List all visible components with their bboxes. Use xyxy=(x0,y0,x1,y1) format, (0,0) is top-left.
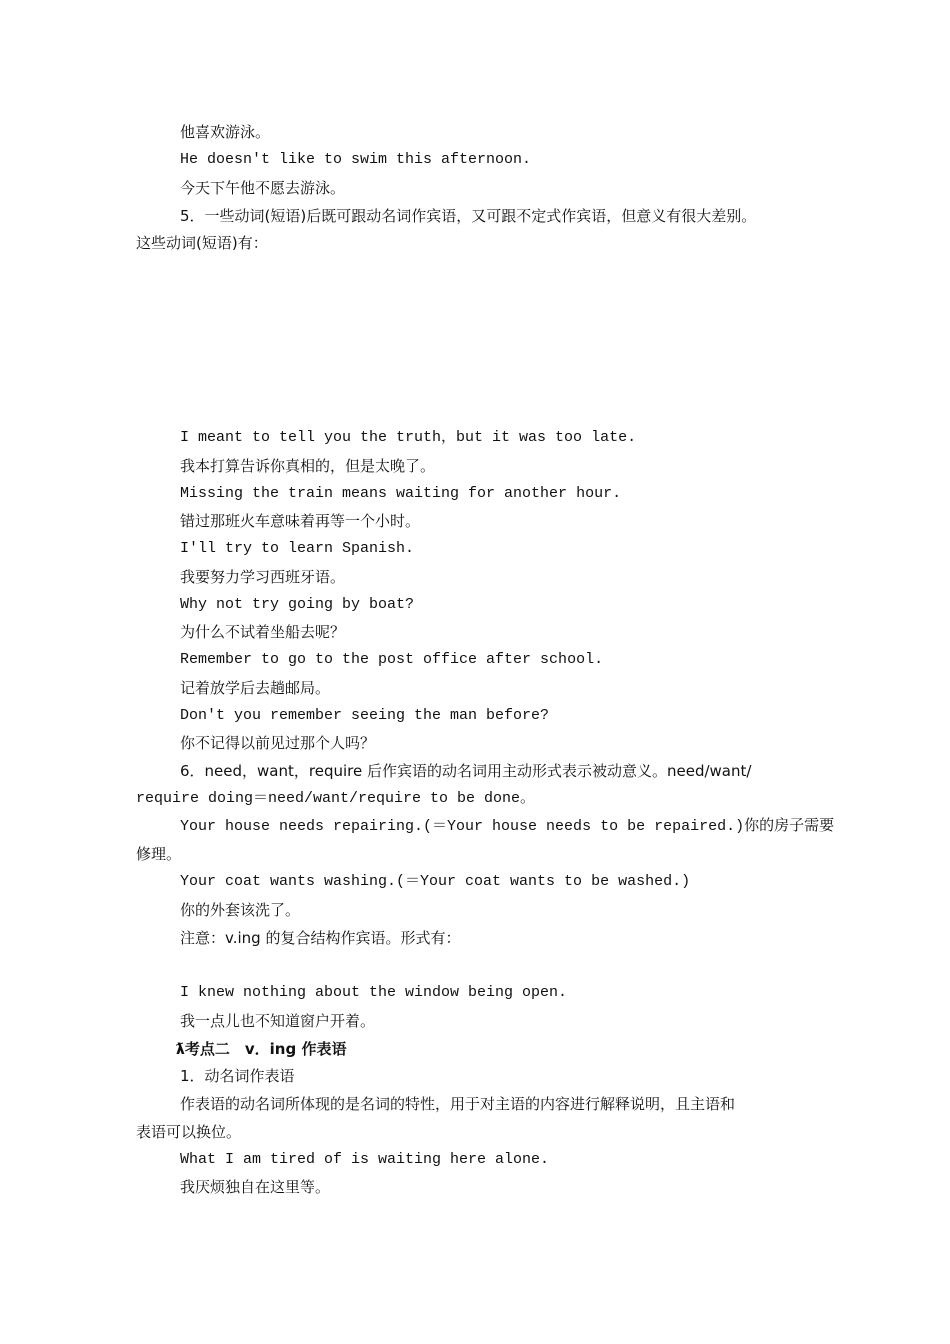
text-line: Don't you remember seeing the man before? xyxy=(180,707,550,724)
text-line: 5．一些动词(短语)后既可跟动名词作宾语，又可跟不定式作宾语，但意义有很大差别。 xyxy=(180,207,757,225)
text-line: 错过那班火车意味着再等一个小时。 xyxy=(180,512,421,530)
text-line: 我厌烦独自在这里等。 xyxy=(180,1178,331,1196)
text-line: 我一点儿也不知道窗户开着。 xyxy=(180,1012,376,1030)
text-line: 这些动词(短语)有： xyxy=(136,234,268,252)
text-line: I'll try to learn Spanish. xyxy=(180,540,415,557)
text-line: 1．动名词作表语 xyxy=(180,1067,295,1085)
section-marker-icon: ƛ xyxy=(176,1040,185,1058)
text-line: Your coat wants washing.(＝Your coat wants to be washed.) xyxy=(180,873,691,890)
text-line: 表语可以换位。 xyxy=(136,1123,242,1141)
text-line: 我本打算告诉你真相的，但是太晚了。 xyxy=(180,457,436,475)
text-line: I knew nothing about the window being open. xyxy=(180,984,568,1001)
text-line: Why not try going by boat? xyxy=(180,596,415,613)
text-line: Your house needs repairing.(＝Your house needs to be repaired.)你的房子需要 xyxy=(180,818,835,835)
text-line: 今天下午他不愿去游泳。 xyxy=(180,179,346,197)
text-line: 记着放学后去趟邮局。 xyxy=(180,679,331,697)
text-line: 修理。 xyxy=(136,845,182,863)
text-line: 6．need，want，require 后作宾语的动名词用主动形式表示被动意义。need/want/ xyxy=(180,762,752,780)
text-line: He doesn't like to swim this afternoon. xyxy=(180,151,532,168)
section-heading-text: 考点二 v．ing 作表语 xyxy=(184,1040,347,1058)
text-line: 我要努力学习西班牙语。 xyxy=(180,568,346,586)
text-line: 你不记得以前见过那个人吗？ xyxy=(180,734,376,752)
text-line: require doing＝need/want/require to be done。 xyxy=(136,790,536,807)
text-line: 注意：v.ing 的复合结构作宾语。形式有： xyxy=(180,929,461,947)
text-line: Remember to go to the post office after school. xyxy=(180,651,604,668)
text-line: 他喜欢游泳。 xyxy=(180,123,271,141)
text-line: 你的外套该洗了。 xyxy=(180,901,301,919)
text-line: I meant to tell you the truth，but it was too late. xyxy=(180,429,637,446)
section-heading xyxy=(176,1039,346,1059)
text-line: 作表语的动名词所体现的是名词的特性，用于对主语的内容进行解释说明，且主语和 xyxy=(180,1095,736,1113)
text-line: 为什么不试着坐船去呢？ xyxy=(180,623,346,641)
text-line: Missing the train means waiting for another hour. xyxy=(180,485,622,502)
text-line: What I am tired of is waiting here alone. xyxy=(180,1151,550,1168)
